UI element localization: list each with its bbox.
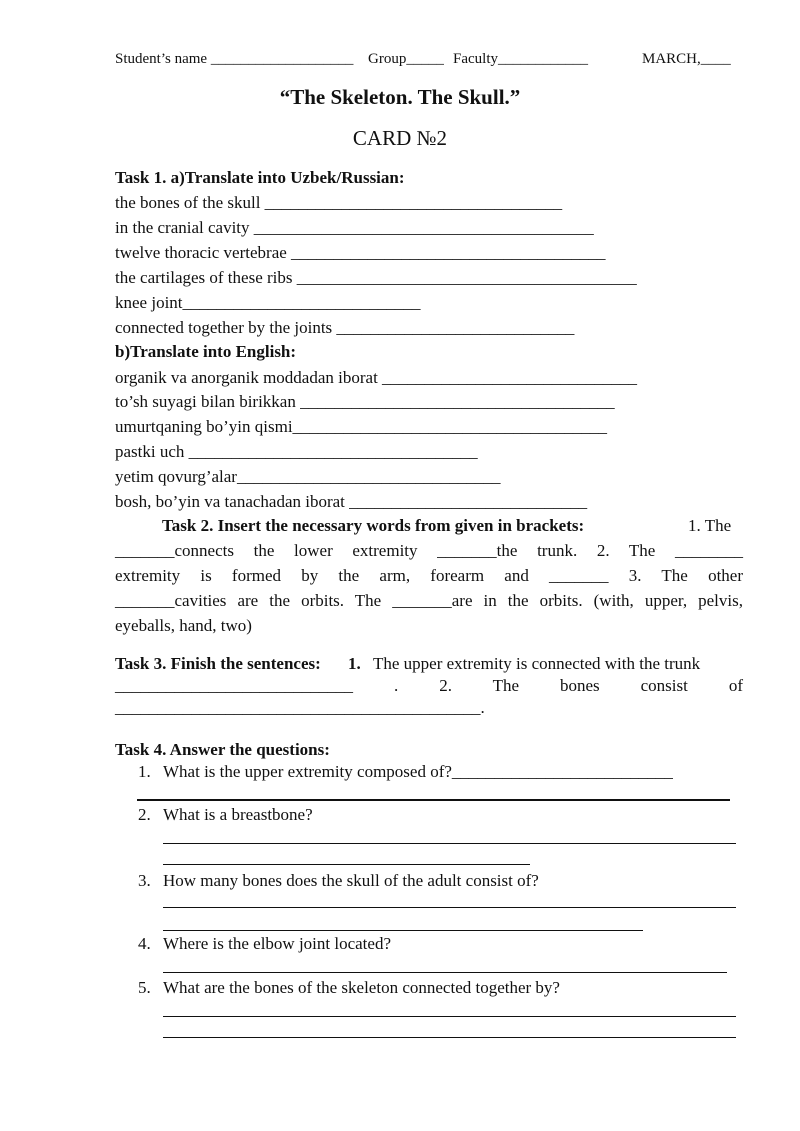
question-1-number: 1. [138, 762, 151, 781]
question-3-text: How many bones does the skull of the adult consist of? [163, 871, 539, 890]
date-field: MARCH,____ [642, 51, 731, 67]
task2-line-4: _______cavities are the orbits. The _______are in the orbits. (with, upper, pelvis, [115, 591, 743, 610]
question-5-number: 5. [138, 978, 151, 997]
task2-heading: Task 2. Insert the necessary words from given in brackets: [162, 516, 585, 535]
task1-subheading-b: b)Translate into English: [115, 342, 297, 361]
answer-line [163, 930, 643, 931]
task3-heading: Task 3. Finish the sentences: [115, 654, 321, 673]
task1-b-item-4: pastki uch __________________________________ [115, 442, 478, 461]
group-field: Group_____ [368, 51, 444, 67]
task3-line1-rest: The upper extremity is connected with the trunk [373, 654, 701, 673]
task4-heading: Task 4. Answer the questions: [115, 740, 330, 759]
student-name-field: Student’s name ___________________ [115, 51, 354, 67]
task1-item-5: knee joint____________________________ [115, 293, 421, 312]
question-4-number: 4. [138, 934, 151, 953]
question-2-text: What is a breastbone? [163, 805, 313, 824]
task3-number-1: 1. [348, 654, 361, 673]
task2-line-2: _______connects the lower extremity _______the trunk. 2. The ________ [115, 541, 743, 560]
task1-item-4: the cartilages of these ribs ________________________________________ [115, 268, 637, 287]
answer-line [163, 843, 736, 844]
task3-line-2: ____________________________ . 2. The bones consist of [115, 676, 743, 695]
task1-item-2: in the cranial cavity ________________________________________ [115, 218, 594, 237]
answer-line [163, 907, 736, 908]
task2-line-3: extremity is formed by the arm, forearm and _______ 3. The other [115, 566, 743, 585]
task1-item-3: twelve thoracic vertebrae _____________________________________ [115, 243, 606, 262]
task1-b-item-1: organik va anorganik moddadan iborat ______________________________ [115, 368, 638, 387]
task1-heading: Task 1. a)Translate into Uzbek/Russian: [115, 168, 405, 187]
task1-b-item-3: umurtqaning bo’yin qismi_____________________________________ [115, 417, 608, 436]
task2-line1-rest: 1. The [688, 516, 732, 535]
answer-line [163, 1037, 736, 1038]
question-3-number: 3. [138, 871, 151, 890]
answer-line [163, 864, 530, 865]
task1-item-1: the bones of the skull ___________________________________ [115, 193, 563, 212]
question-5-text: What are the bones of the skeleton connected together by? [163, 978, 560, 997]
question-2-number: 2. [138, 805, 151, 824]
question-4-text: Where is the elbow joint located? [163, 934, 391, 953]
question-1-text: What is the upper extremity composed of?__________________________ [163, 762, 673, 781]
page-title: “The Skeleton. The Skull.” [279, 85, 521, 109]
answer-line [163, 1016, 736, 1017]
answer-line [137, 799, 730, 801]
task1-item-6: connected together by the joints ____________________________ [115, 318, 575, 337]
task1-b-item-5: yetim qovurg’alar_______________________________ [115, 467, 501, 486]
answer-line [163, 972, 727, 973]
task1-b-item-6: bosh, bo’yin va tanachadan iborat ____________________________ [115, 492, 588, 511]
card-number: CARD №2 [352, 126, 448, 150]
task1-b-item-2: to’sh suyagi bilan birikkan _____________________________________ [115, 392, 615, 411]
faculty-field: Faculty____________ [453, 51, 588, 67]
task3-line-3: ___________________________________________. [115, 698, 485, 717]
task2-line-5: eyeballs, hand, two) [115, 616, 252, 635]
